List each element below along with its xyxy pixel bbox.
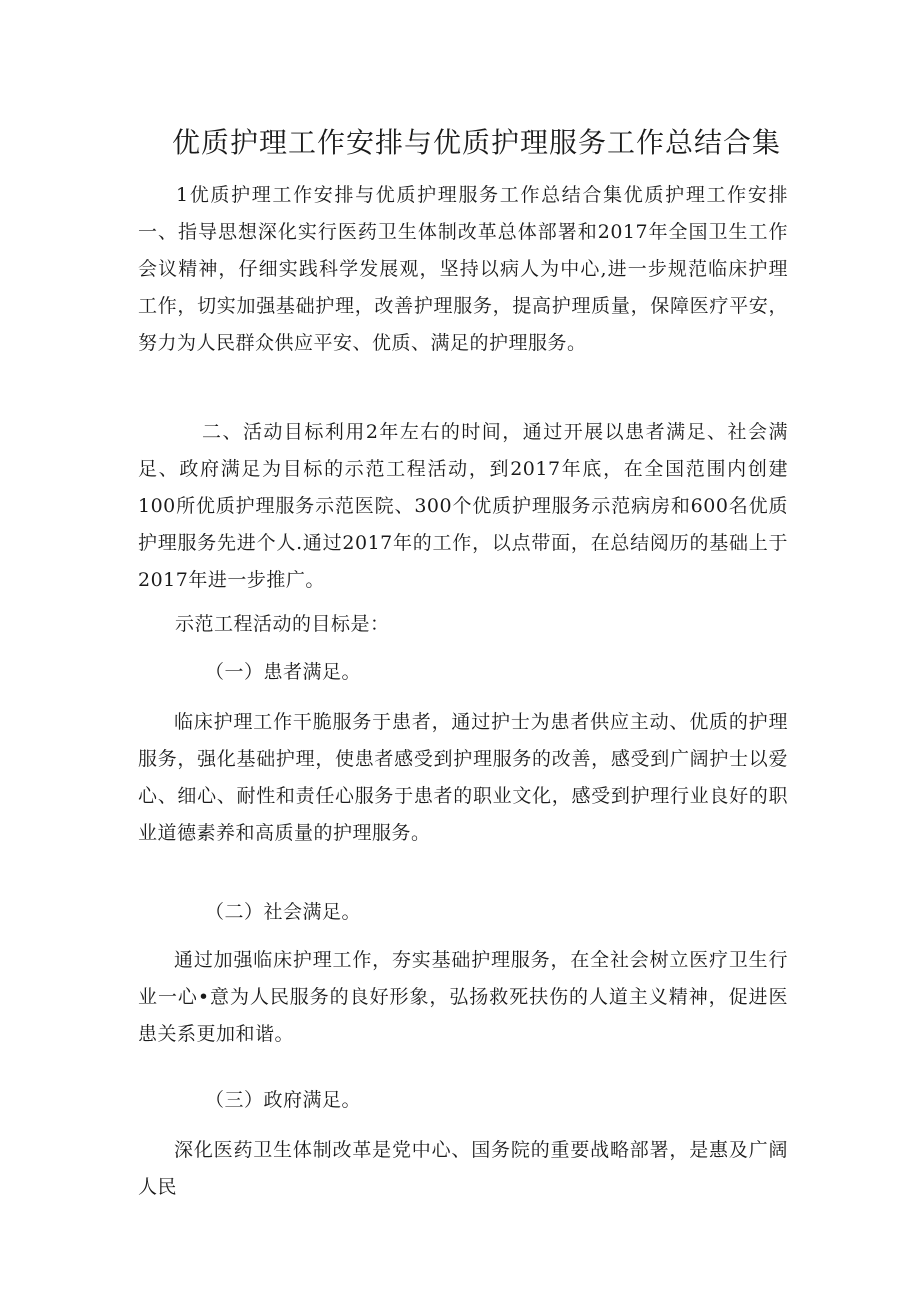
paragraph-social-satisfaction: 通过加强临床护理工作，夯实基础护理服务，在全社会树立医疗卫生行业一心•意为人民服务的良好形象，弘扬救死扶伤的人道主义精神，促进医患关系更加和谐。: [138, 949, 788, 1045]
document-title: 优质护理工作安排与优质护理服务工作总结合集: [172, 125, 782, 159]
heading-patient-satisfaction: （一）患者满足。: [205, 661, 362, 683]
paragraph-guiding-ideology: 1优质护理工作安排与优质护理服务工作总结合集优质护理工作安排一、指导思想深化实行医药卫生体制改革总体部署和2017年全国卫生工作会议精神，仔细实践科学发展观，坚持以病人为中心,进一步规范临床护理工作，切实加强基础护理，改善护理服务，提高护理质量，保障医疗平安，努力为人民群众供应平安、优质、满足的护理服务。: [138, 184, 788, 354]
paragraph-activity-goals: 二、活动目标利用2年左右的时间，通过开展以患者满足、社会满足、政府满足为目标的示范工程活动，到2017年底，在全国范围内创建100所优质护理服务示范医院、300个优质护理服务示范病房和600名优质护理服务先进个人.通过2017年的工作，以点带面，在总结阅历的基础上于2017年进一步推广。: [138, 421, 788, 591]
paragraph-government-satisfaction: 深化医药卫生体制改革是党中心、国务院的重要战略部署，是惠及广阔人民: [138, 1139, 788, 1198]
paragraph-goals-intro: 示范工程活动的目标是：: [175, 613, 390, 635]
heading-social-satisfaction: （二）社会满足。: [205, 901, 362, 923]
paragraph-patient-satisfaction: 临床护理工作干脆服务于患者，通过护士为患者供应主动、优质的护理服务，强化基础护理，使患者感受到护理服务的改善，感受到广阔护士以爱心、细心、耐性和责任心服务于患者的职业文化，感受到护理行业良好的职业道德素养和高质量的护理服务。: [138, 711, 788, 844]
heading-government-satisfaction: （三）政府满足。: [205, 1089, 362, 1111]
